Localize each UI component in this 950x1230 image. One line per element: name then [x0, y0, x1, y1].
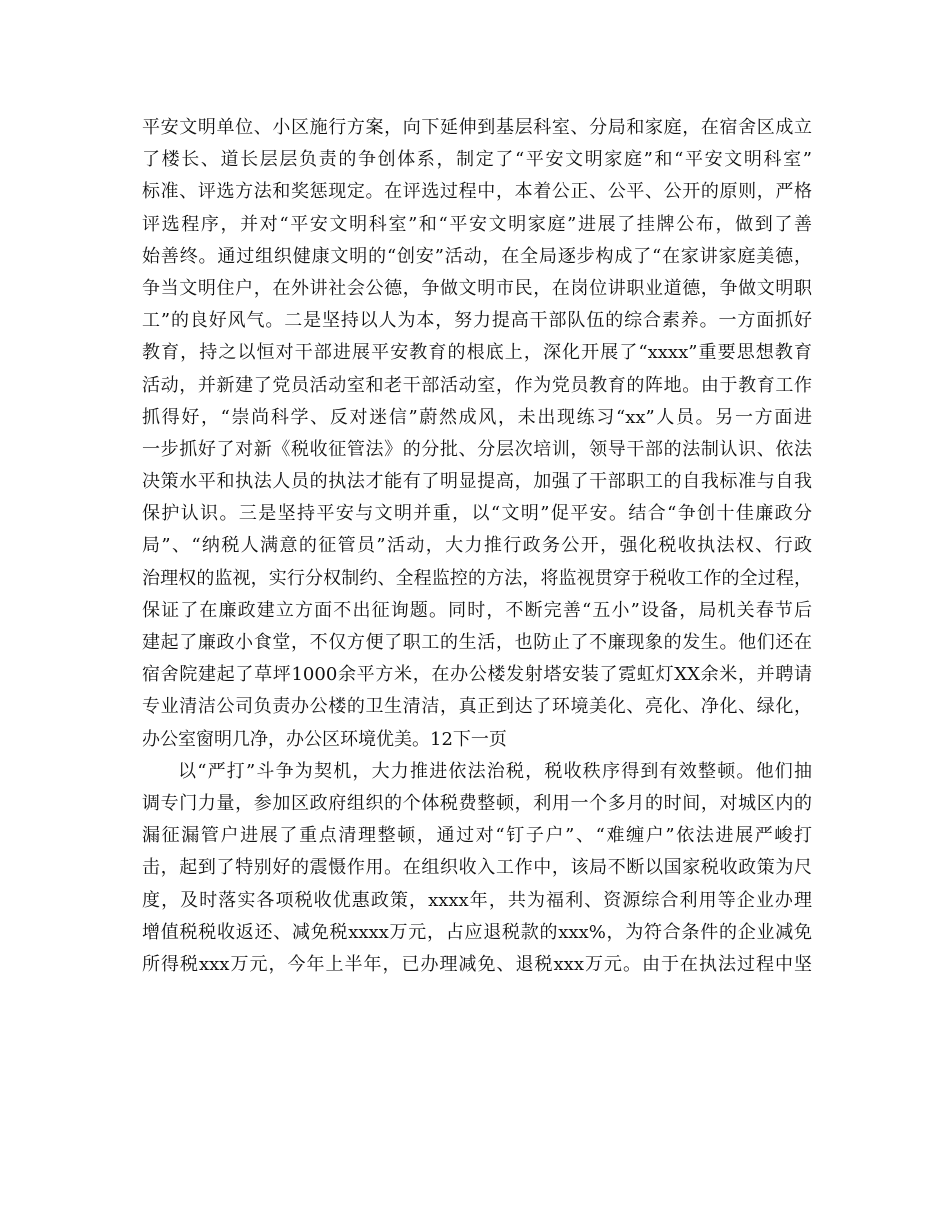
text-line: 建起了廉政小食堂，不仅方便了职工的生活，也防止了不廉现象的发生。他们还在 [142, 632, 812, 653]
text-line: 度，及时落实各项税收优惠政策，xxxx年，共为福利、资源综合利用等企业办理 [142, 889, 812, 911]
text-line: 了楼长、道长层层负责的争创体系，制定了“平安文明家庭”和“平安文明科室” [142, 149, 812, 171]
text-line: 宿舍院建起了草坪1000余平方米，在办公楼发射塔安装了霓虹灯XX余米，并聘请 [142, 664, 812, 686]
text-line: 保护认识。三是坚持平安与文明并重，以“文明”促平安。结合“争创十佳廉政分 [142, 503, 812, 525]
text-line: 争当文明住户，在外讲社会公德，争做文明市民，在岗位讲职业道德，争做文明职 [142, 277, 812, 299]
paragraph [142, 756, 812, 981]
text-line: 漏征漏管户进展了重点清理整顿，通过对“钉子户”、“难缠户”依法进展严峻打 [142, 825, 812, 847]
text-line: 击，起到了特别好的震慑作用。在组织收入工作中，该局不断以国家税收政策为尺 [142, 857, 812, 879]
text-line: 所得税xxx万元，今年上半年，已办理减免、退税xxx万元。由于在执法过程中坚 [142, 953, 812, 975]
text-line: 增值税税收返还、减免税xxxx万元，占应退税款的xxx%，为符合条件的企业减免 [142, 921, 812, 943]
text-line: 保证了在廉政建立方面不出征询题。同时，不断完善“五小”设备，局机关春节后 [142, 599, 812, 621]
text-line: 办公室窗明几净，办公区环境优美。12下一页 [142, 728, 507, 750]
text-line: 专业清洁公司负责办公楼的卫生清洁，真正到达了环境美化、亮化、净化、绿化， [142, 696, 812, 718]
text-line: 标准、评选方法和奖惩现定。在评选过程中，本着公正、公平、公开的原则，严格 [142, 181, 812, 203]
text-line: 一步抓好了对新《税收征管法》的分批、分层次培训，领导干部的法制认识、依法 [142, 438, 812, 460]
text-line: 活动，并新建了党员活动室和老干部活动室，作为党员教育的阵地。由于教育工作 [142, 374, 812, 396]
text-line: 平安文明单位、小区施行方案，向下延伸到基层科室、分局和家庭，在宿舍区成立 [142, 117, 812, 138]
document-body [142, 112, 812, 981]
text-line: 评选程序，并对“平安文明科室”和“平安文明家庭”进展了挂牌公布，做到了善 [142, 213, 812, 235]
text-line: 抓得好，“崇尚科学、反对迷信”蔚然成风，未出现练习“xx”人员。另一方面进 [142, 406, 812, 428]
text-line: 教育，持之以恒对干部进展平安教育的根底上，深化开展了“xxxx”重要思想教育 [142, 342, 812, 364]
paragraph [142, 112, 812, 756]
text-line: 治理权的监视，实行分权制约、全程监控的方法，将监视贯穿于税收工作的全过程， [142, 567, 812, 589]
text-line: 以“严打”斗争为契机，大力推进依法治税，税收秩序得到有效整顿。他们抽 [178, 760, 812, 782]
text-line: 局”、“纳税人满意的征管员”活动，大力推行政务公开，强化税收执法权、行政 [142, 535, 812, 557]
text-line: 始善终。通过组织健康文明的“创安”活动，在全局逐步构成了“在家讲家庭美德， [142, 245, 812, 267]
text-line: 工”的良好风气。二是坚持以人为本，努力提高干部队伍的综合素养。一方面抓好 [142, 310, 812, 332]
text-line: 调专门力量，参加区政府组织的个体税费整顿，利用一个多月的时间，对城区内的 [142, 792, 812, 814]
text-line: 决策水平和执法人员的执法才能有了明显提高，加强了干部职工的自我标准与自我 [142, 471, 812, 493]
